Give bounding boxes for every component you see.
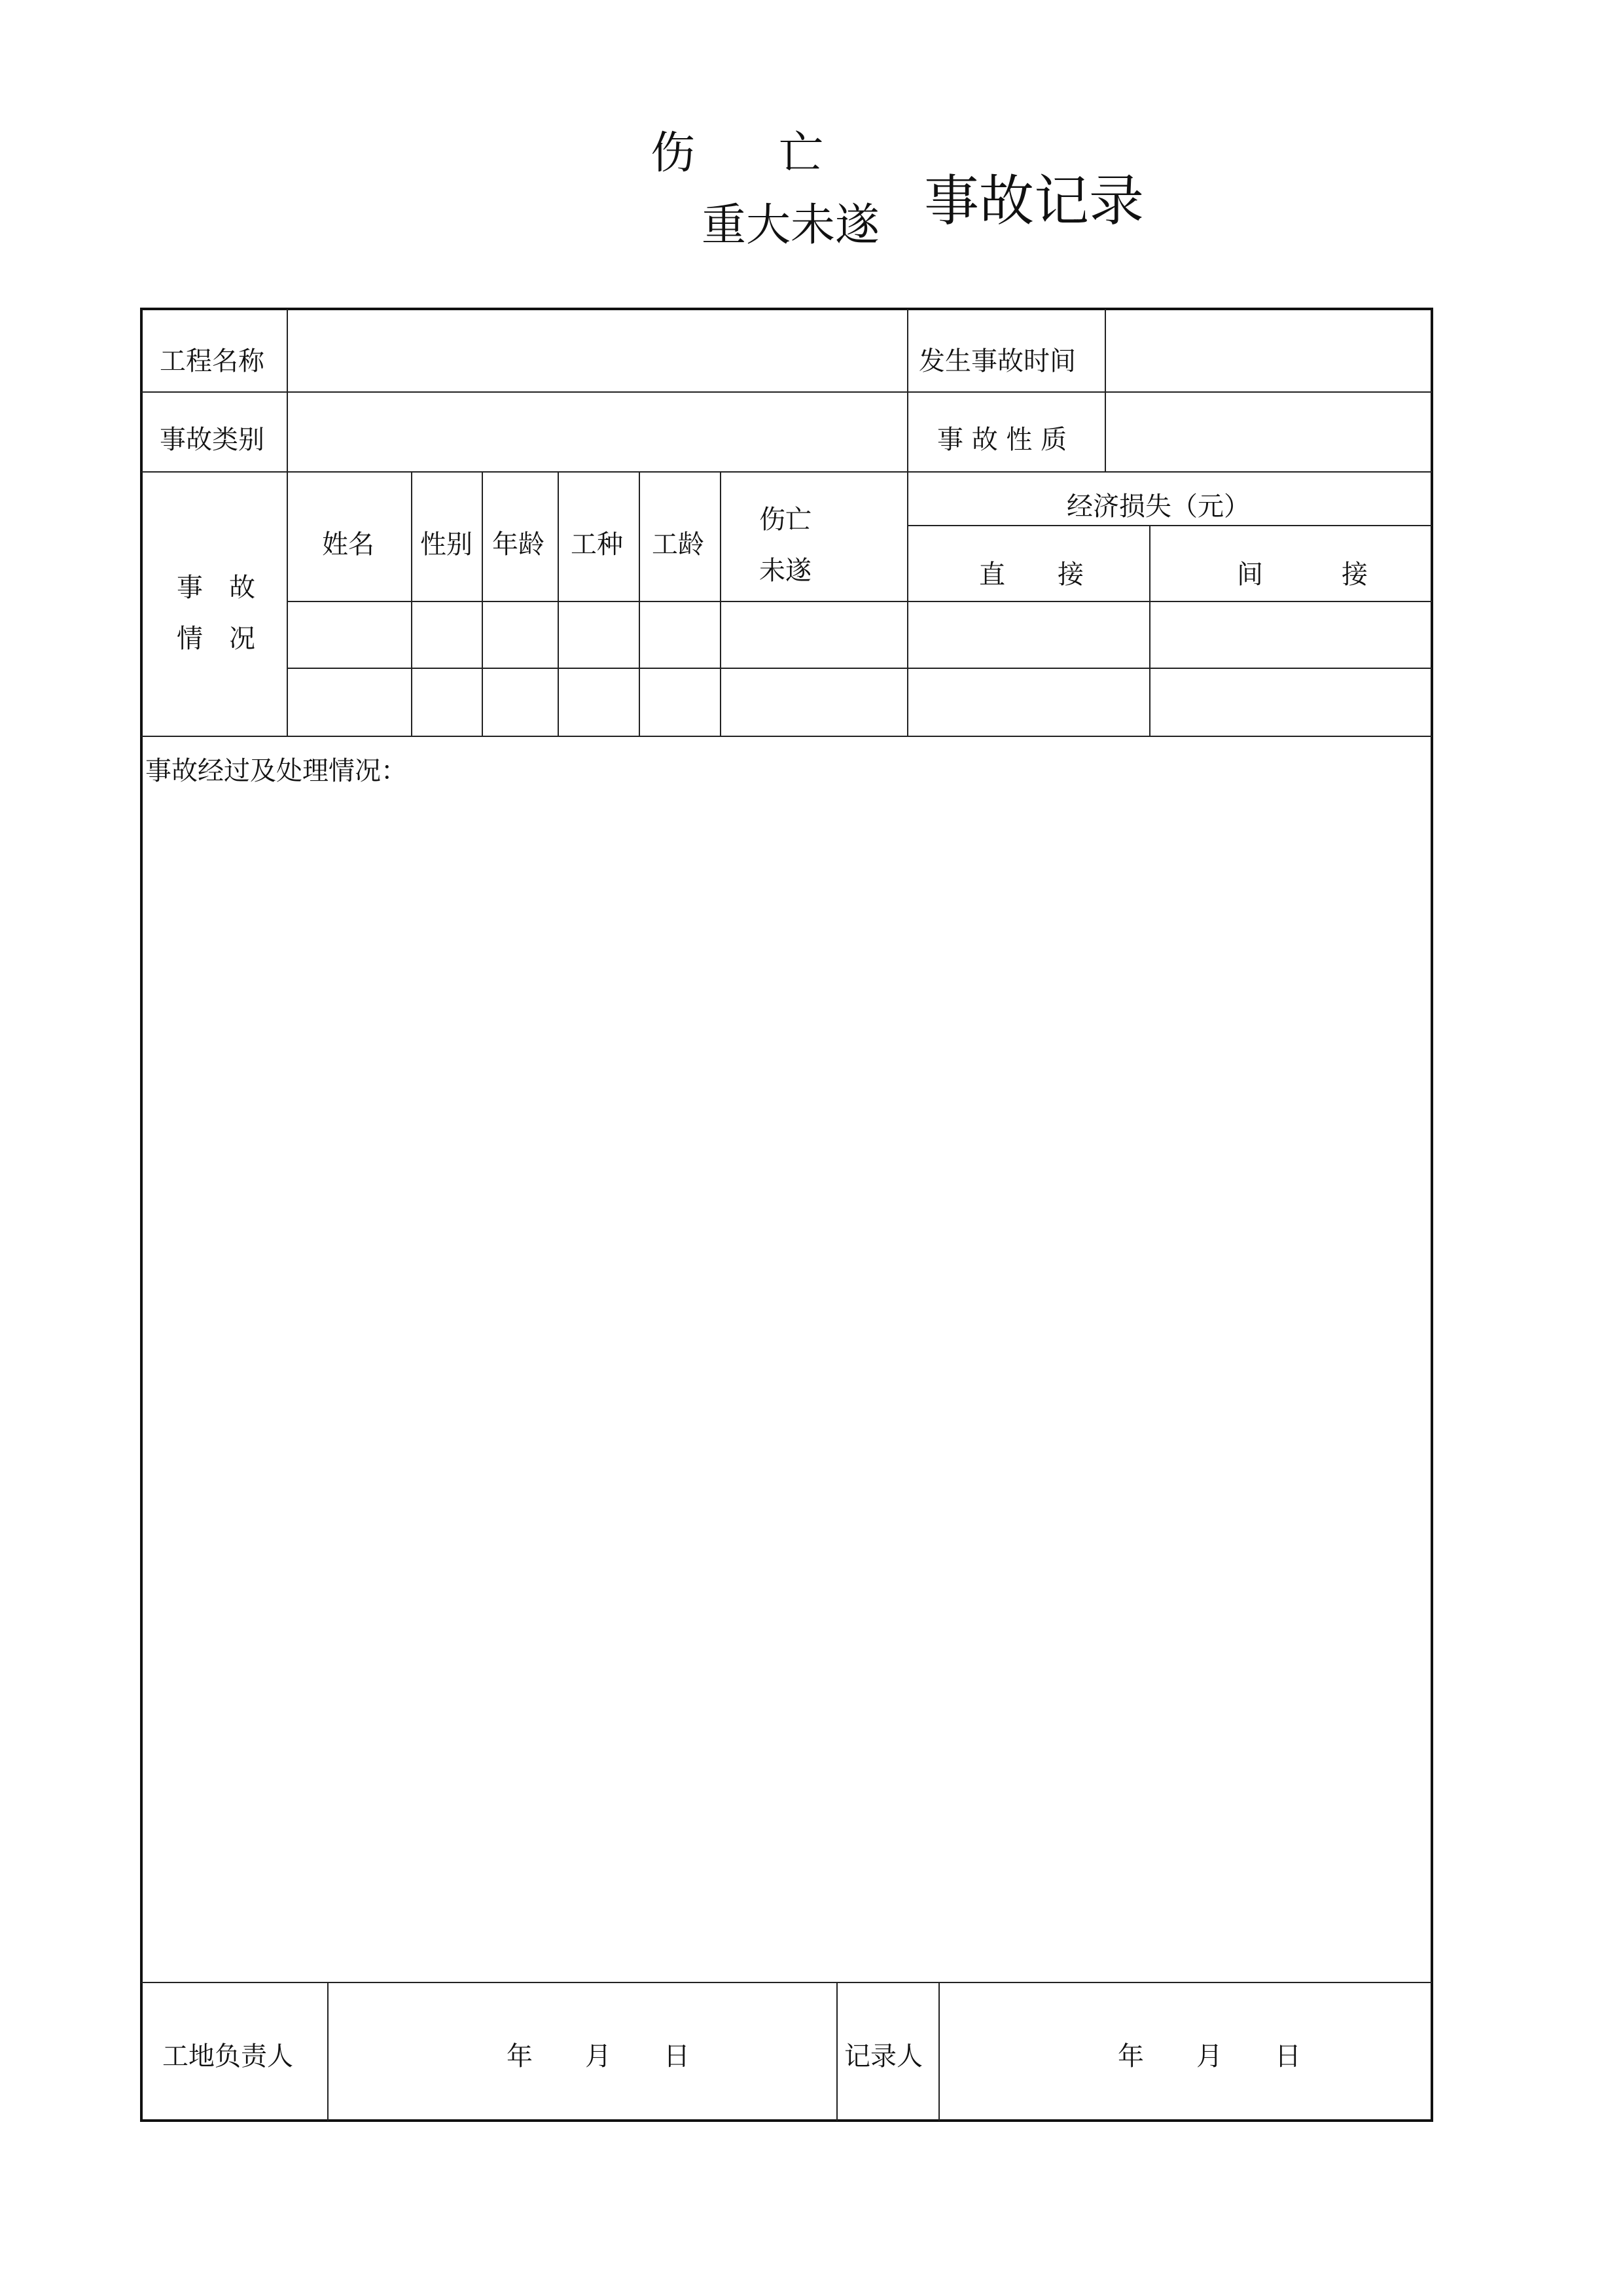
col-header-near-miss: 未遂 <box>759 556 812 586</box>
col-divider <box>836 1982 838 2121</box>
col-header-indirect-loss: 间 接 <box>1237 560 1368 590</box>
col-divider <box>938 1982 940 2121</box>
title-near-miss: 重大未遂 <box>702 200 880 251</box>
col-header-casualty: 伤亡 <box>759 505 812 535</box>
col-header-direct-loss: 直 接 <box>979 560 1084 590</box>
col-header-economic-loss: 经济损失（元） <box>1067 492 1250 522</box>
situation-label: 情 况 <box>177 624 255 654</box>
site-manager-label: 工地负责人 <box>162 2041 293 2072</box>
row-divider <box>141 736 1432 737</box>
row-divider <box>141 1982 1432 1983</box>
project-name-field[interactable] <box>301 340 890 373</box>
page-title: 事故记录 <box>924 169 1145 233</box>
table-row[interactable] <box>288 669 1431 734</box>
accident-time-field[interactable] <box>1119 340 1414 373</box>
col-header-work-years: 工龄 <box>652 529 704 560</box>
col-divider <box>1105 309 1106 471</box>
row-divider <box>141 391 1432 393</box>
col-header-age: 年龄 <box>492 529 544 560</box>
col-header-job-type: 工种 <box>571 529 623 560</box>
accident-type-field[interactable] <box>301 419 890 452</box>
title-casualty: 伤 <box>651 128 696 179</box>
row-divider <box>141 471 1432 473</box>
accident-nature-label: 事 故 性 质 <box>937 425 1067 455</box>
project-name-label: 工程名称 <box>160 346 264 376</box>
col-divider <box>327 1982 329 2121</box>
process-field[interactable] <box>147 789 1427 1974</box>
accident-type-label: 事故类别 <box>160 425 264 455</box>
accident-nature-field[interactable] <box>1119 419 1414 452</box>
col-header-gender: 性别 <box>420 529 473 560</box>
title-death: 亡 <box>779 128 824 179</box>
recorder-date[interactable]: 年 月 日 <box>1118 2041 1301 2072</box>
recorder-label: 记录人 <box>844 2041 923 2072</box>
situation-label: 事 故 <box>177 573 255 603</box>
row-divider <box>907 525 1432 526</box>
site-manager-date[interactable]: 年 月 日 <box>507 2041 690 2072</box>
table-row[interactable] <box>288 602 1431 666</box>
col-header-name: 姓名 <box>322 529 374 560</box>
process-label: 事故经过及处理情况： <box>145 756 407 786</box>
accident-time-label: 发生事故时间 <box>919 346 1076 376</box>
